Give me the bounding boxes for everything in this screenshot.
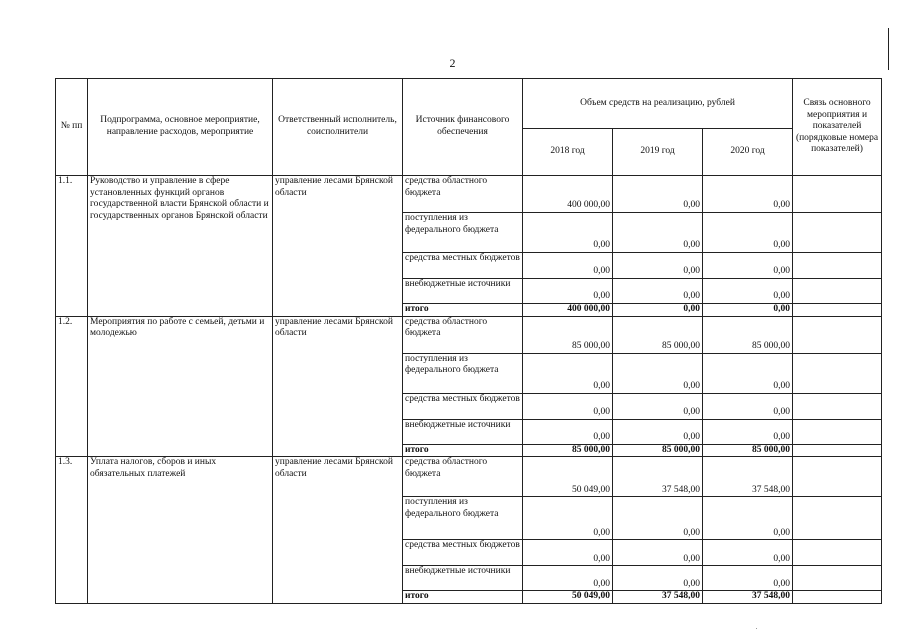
amount-cell: 37 548,00 [613,591,703,604]
item-executor: управление лесами Брянской области [273,457,403,604]
indicator-link-cell [793,591,882,604]
amount-cell: 0,00 [613,540,703,566]
amount-cell: 85 000,00 [613,444,703,457]
amount-cell: 0,00 [703,566,793,591]
header-link: Связь основного мероприятия и показателей (порядковые номера показателей) [793,79,882,176]
page-number: 2 [449,56,456,70]
scan-edge-line [888,28,889,70]
amount-cell: 0,00 [523,566,613,591]
amount-cell: 400 000,00 [523,304,613,317]
indicator-link-cell [793,419,882,444]
header-year-2020: 2020 год [703,129,793,176]
indicator-link-cell [793,540,882,566]
amount-cell: 0,00 [523,497,613,540]
amount-cell: 37 548,00 [613,457,703,497]
header-source: Источник финансового обеспечения [403,79,523,176]
item-title: Мероприятия по работе с семьей, детьми и молодежью [88,316,273,457]
amount-cell: 0,00 [523,253,613,279]
amount-cell: 0,00 [613,393,703,419]
indicator-link-cell [793,497,882,540]
item-executor: управление лесами Брянской области [273,316,403,457]
amount-cell: 50 049,00 [523,591,613,604]
source-federal: поступления из федерального бюджета [403,213,523,253]
amount-cell: 85 000,00 [703,316,793,353]
header-num: № пп [56,79,88,176]
source-regional: средства областного бюджета [403,457,523,497]
indicator-link-cell [793,444,882,457]
header-program: Подпрограмма, основное мероприятие, направление расходов, мероприятие [88,79,273,176]
amount-cell: 85 000,00 [523,444,613,457]
amount-cell: 0,00 [613,353,703,393]
amount-cell: 0,00 [613,279,703,304]
indicator-link-cell [793,253,882,279]
amount-cell: 0,00 [703,497,793,540]
indicator-link-cell [793,566,882,591]
indicator-link-cell [793,393,882,419]
amount-cell: 0,00 [613,304,703,317]
amount-cell: 0,00 [523,419,613,444]
indicator-link-cell [793,353,882,393]
budget-table [55,78,882,604]
amount-cell: 50 049,00 [523,457,613,497]
amount-cell: 0,00 [613,176,703,213]
amount-cell: 0,00 [523,353,613,393]
indicator-link-cell [793,304,882,317]
indicator-link-cell [793,213,882,253]
header-volume: Объем средств на реализацию, рублей [523,79,793,129]
indicator-link-cell [793,316,882,353]
source-extrabudget: внебюджетные источники [403,566,523,591]
item-title: Руководство и управление в сфере установленных функций органов государственной власти Брянской области и государственных органов Брянской области [88,176,273,317]
amount-cell: 0,00 [703,304,793,317]
item-title: Уплата налогов, сборов и иных обязательных платежей [88,457,273,604]
source-total: итого [403,444,523,457]
amount-cell: 0,00 [703,353,793,393]
table-row [56,176,882,213]
amount-cell: 37 548,00 [703,457,793,497]
indicator-link-cell [793,457,882,497]
table-body [56,176,882,604]
source-total: итого [403,304,523,317]
source-extrabudget: внебюджетные источники [403,419,523,444]
amount-cell: 0,00 [703,176,793,213]
amount-cell: 0,00 [613,419,703,444]
item-number: 1.1. [56,176,88,317]
header-year-2018: 2018 год [523,129,613,176]
amount-cell: 0,00 [613,566,703,591]
source-local: средства местных бюджетов [403,393,523,419]
scan-artifact [756,628,757,629]
indicator-link-cell [793,279,882,304]
source-extrabudget: внебюджетные источники [403,279,523,304]
amount-cell: 400 000,00 [523,176,613,213]
amount-cell: 0,00 [703,540,793,566]
amount-cell: 0,00 [613,213,703,253]
amount-cell: 0,00 [523,213,613,253]
amount-cell: 0,00 [523,279,613,304]
source-local: средства местных бюджетов [403,253,523,279]
item-number: 1.3. [56,457,88,604]
item-executor: управление лесами Брянской области [273,176,403,317]
source-federal: поступления из федерального бюджета [403,497,523,540]
amount-cell: 0,00 [703,253,793,279]
amount-cell: 0,00 [613,497,703,540]
amount-cell: 85 000,00 [613,316,703,353]
amount-cell: 0,00 [613,253,703,279]
source-regional: средства областного бюджета [403,316,523,353]
table-row [56,316,882,353]
source-local: средства местных бюджетов [403,540,523,566]
amount-cell: 85 000,00 [703,444,793,457]
header-executor: Ответственный исполнитель, соисполнители [273,79,403,176]
header-year-2019: 2019 год [613,129,703,176]
source-federal: поступления из федерального бюджета [403,353,523,393]
source-total: итого [403,591,523,604]
amount-cell: 37 548,00 [703,591,793,604]
amount-cell: 0,00 [703,213,793,253]
indicator-link-cell [793,176,882,213]
source-regional: средства областного бюджета [403,176,523,213]
amount-cell: 0,00 [523,540,613,566]
amount-cell: 0,00 [703,419,793,444]
amount-cell: 0,00 [703,279,793,304]
item-number: 1.2. [56,316,88,457]
amount-cell: 0,00 [523,393,613,419]
amount-cell: 0,00 [703,393,793,419]
table-row [56,457,882,497]
amount-cell: 85 000,00 [523,316,613,353]
